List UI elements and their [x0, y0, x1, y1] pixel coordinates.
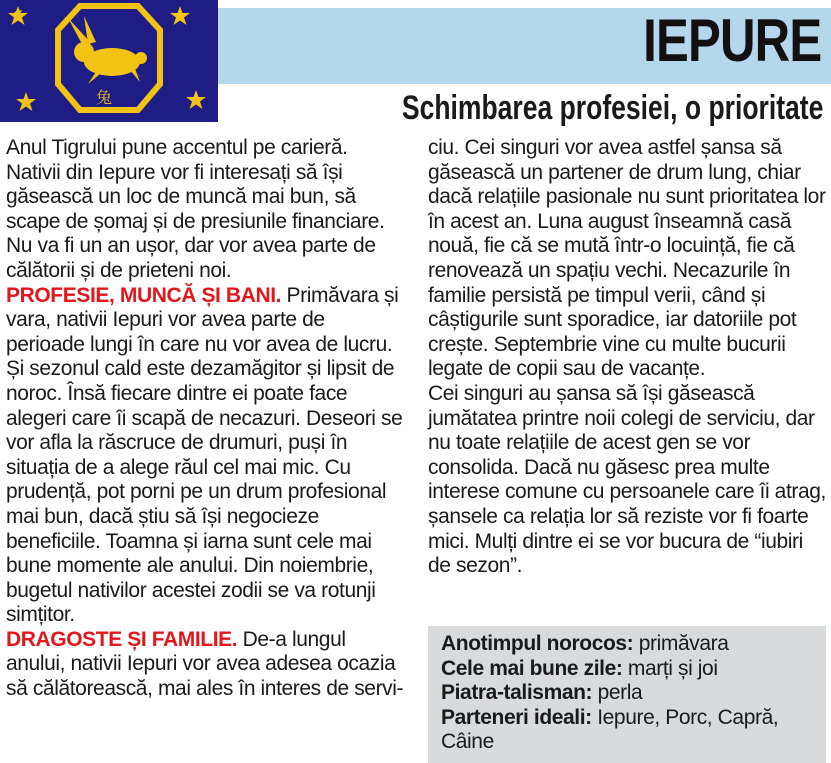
info-label: Cele mai bune zile: — [441, 656, 623, 680]
info-value: marți și joi — [622, 656, 718, 680]
info-row-season — [441, 632, 826, 657]
section-label-profession: PROFESIE, MUNCĂ ȘI BANI. — [6, 283, 282, 307]
right-paragraph: Cei singuri au șansa să își găsească jumătatea printre noii colegi de serviciu, dar nu toate relațiile de acest gen se vor consolida. Dacă nu găsesc prea multe interese comune cu persoanele care îi atrag, șansele ca relația lor să reziste vor fi foarte mici. Mulți dintre ei se vor bucura de “iubiri de sezon”. — [428, 381, 826, 578]
rabbit-emblem-icon — [0, 0, 218, 122]
info-box — [428, 626, 826, 763]
info-label: Anotimpul norocos: — [441, 632, 634, 655]
info-label: Parteneri ideali: — [441, 705, 592, 729]
right-column — [428, 136, 826, 579]
info-value: Iepure, Porc, Capră, Câine — [441, 705, 779, 754]
info-value: perla — [592, 681, 643, 705]
section-text-profession: Primăvara și vara, nativii Iepuri vor avea parte de perioade lungi în care nu vor avea de lucru. Și sezonul cald este dezamăgitor și lipsit de noroc. Însă fiecare dintre ei poate face alegeri care îi scapă de necazuri. Deseori se vor afla la răscruce de drumuri, puși în situația de a alege răul cel mai mic. Cu prudență, pot porni pe un drum profesional mai bun, dacă știu să își negocieze beneficiile. Toamna și iarna sunt cele mai bune momente ale anului. Din noiembrie, bugetul nativilor acestei zodii se va rotunji simțitor. — [6, 283, 403, 627]
right-paragraph: ciu. Cei singuri vor avea astfel șansa să găsească un partener de drum lung, chiar dacă relațiile pasionale nu sunt prioritatea lor în acest an. Luna august înseamnă casă nouă, fie că se mută într-o locuință, fie că renovează un spațiu vechi. Necazurile în familie persistă pe timpul verii, când și câștigurile sunt sporadice, iar datoriile pot crește. Septembrie vine cu multe bucurii legate de copii sau de vacanțe. — [428, 136, 826, 381]
section-text-love: De-a lungul anului, nativii Iepuri vor avea adesea ocazia să călătorească, mai ales în interes de servi- — [6, 627, 404, 701]
info-row-days — [441, 657, 826, 682]
page-title: IEPURE — [642, 7, 821, 74]
section-label-love: DRAGOSTE ȘI FAMILIE. — [6, 627, 238, 651]
info-row-stone — [441, 681, 826, 706]
intro-paragraph: Anul Tigrului pune accentul pe carieră. Nativii din Iepure vor fi interesați să își găsească un loc de muncă mai bun, să scape de șomaj și de presiunile financiare. Nu va fi un an ușor, dar vor avea parte de călătorii și de prieteni noi. — [6, 136, 385, 282]
zodiac-logo — [0, 0, 218, 122]
left-column — [6, 136, 406, 702]
section-profession — [6, 284, 406, 628]
info-label: Piatra-talisman: — [441, 681, 593, 705]
info-value: primăvara — [633, 632, 729, 655]
section-love — [6, 628, 406, 702]
headline: Schimbarea profesiei, o prioritate — [401, 89, 823, 127]
logo-glyph: 兔 — [95, 88, 113, 107]
info-row-partners — [441, 706, 826, 755]
